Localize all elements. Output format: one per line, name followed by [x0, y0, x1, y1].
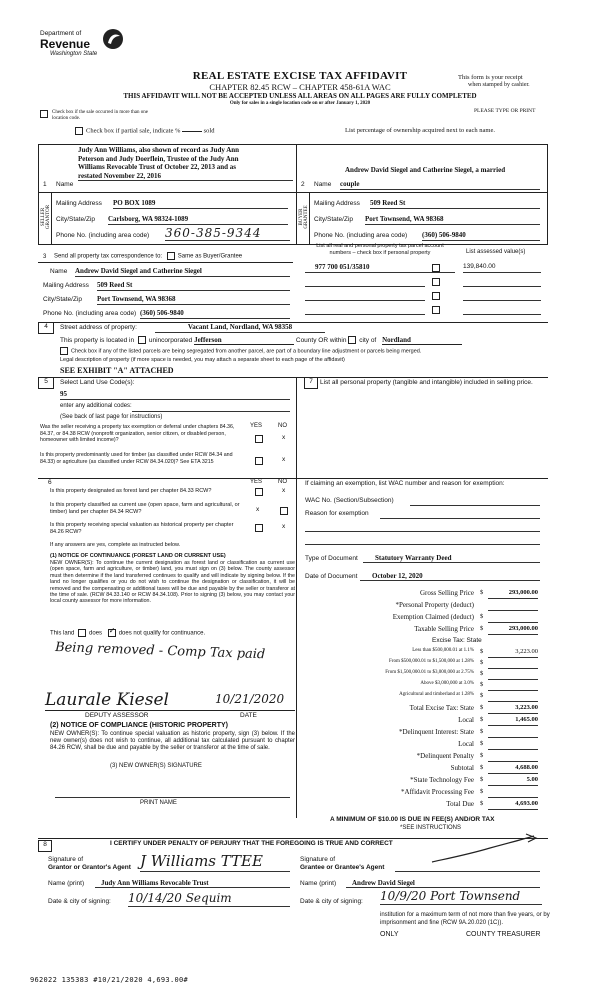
tier-5-value[interactable]: [488, 692, 538, 702]
buyer-name-line1: Andrew David Siegel and Catherine Siegel, a married: [345, 166, 506, 174]
seller-city-field[interactable]: Carlsborg, WA 98324-1089: [108, 215, 288, 225]
print-name-label: PRINT NAME: [140, 800, 177, 806]
same-as-buyer-checkbox[interactable]: [167, 252, 175, 260]
legal-desc-label: Legal description of property (if more space is needed, you may attach a separate sheet to each page of the affidavit): [60, 357, 345, 363]
affidavit-fee-row: *Affidavit Processing Fee $: [312, 788, 542, 798]
sec3-name-field[interactable]: Andrew David Siegel and Catherine Siegel: [75, 267, 290, 277]
sec6-q1-answer: x: [282, 487, 286, 494]
total-excise-local-row: Local $ 1,465.00: [458, 716, 538, 724]
unincorporated-checkbox[interactable]: [138, 336, 146, 344]
sec6-q1: Is this property designated as forest land per chapter 84.33 RCW?: [50, 488, 212, 494]
sec3-mailing-field[interactable]: 509 Reed St: [97, 281, 290, 291]
land-use-label: Select Land Use Code(s):: [60, 379, 135, 386]
county-field[interactable]: Jefferson: [194, 336, 294, 345]
doc-type-field[interactable]: Statutory Warranty Deed: [363, 554, 540, 563]
land-does-not-checkbox[interactable]: ✓: [108, 626, 116, 635]
buyer-city-label: City/State/Zip: [314, 216, 354, 223]
sec6-q3-yes[interactable]: [255, 524, 263, 532]
parcel-number-field[interactable]: 977 700 051/35810: [305, 263, 455, 273]
total-due-row: Total Due $ 4,693.00: [446, 800, 538, 808]
wac-no-label: WAC No. (Section/Subsection): [305, 497, 394, 504]
check-partial-sale[interactable]: Check box if partial sale, indicate % sold: [75, 127, 215, 135]
sec6-num: 6: [48, 479, 52, 486]
seller-phone-field[interactable]: 360-385-9344: [165, 226, 290, 241]
taxable-selling-row: Taxable Selling Price $ 293,000.00: [414, 625, 538, 633]
sec5-q1-yes[interactable]: [255, 435, 263, 443]
seller-side-label: SELLER GRANTOR: [41, 204, 51, 230]
minimum-tax-note: A MINIMUM OF $10.00 IS DUE IN FEE(S) AND/OR TAX: [330, 816, 495, 823]
sec3-mailing-label: Mailing Address: [43, 282, 89, 289]
sec7-num: 7: [304, 377, 318, 389]
tier-row-2: From $500,000.01 to $1,500,000 at 1.28% $: [312, 659, 542, 669]
sec3-phone-field[interactable]: (360) 506-9840: [140, 309, 290, 319]
print-note: PLEASE TYPE OR PRINT: [474, 108, 536, 114]
tier-row-3: From $1,500,000.01 to $3,000,000 at 2.75% $: [312, 670, 542, 680]
assessed-value-field-4[interactable]: [463, 305, 541, 315]
deputy-assessor-label: DEPUTY ASSESSOR: [85, 712, 149, 719]
street-label: Street address of property:: [60, 324, 137, 331]
exemption-claimed-deduct[interactable]: [488, 613, 538, 623]
tier-3-value[interactable]: [488, 670, 538, 680]
buyer-side-label: BUYER GRANTEE: [299, 205, 309, 229]
reason-field-2[interactable]: [305, 522, 540, 532]
grantor-date-label: Date & city of signing:: [48, 898, 111, 905]
doc-date-field[interactable]: October 12, 2020: [360, 572, 540, 581]
grantor-signature[interactable]: J Williams TTEE: [140, 852, 290, 872]
form-subnote: Only for sales in a single location code on or after January 1, 2020: [229, 101, 371, 106]
check-multi-location[interactable]: Check box if the sale occurred in more than one location code.: [40, 110, 160, 122]
personal-property-row: *Personal Property (deduct): [312, 601, 542, 611]
new-owner-signature-field[interactable]: [55, 788, 290, 798]
additional-codes-field[interactable]: [132, 402, 290, 412]
reason-label: Reason for exemption: [305, 510, 369, 517]
sec3-header: 3 Send all property tax correspondence to: Same as Buyer/Grantee: [43, 253, 243, 260]
buyer-name-line2[interactable]: couple: [340, 180, 540, 190]
wac-no-field[interactable]: [410, 496, 540, 506]
see-instructions: *SEE INSTRUCTIONS: [400, 825, 462, 831]
see-back-label: (See back of last page for instructions): [60, 414, 163, 420]
seller-phone-label: Phone No. (including area code): [56, 232, 150, 239]
compliance-text: NEW OWNER(S): To continue special valuation as historic property, sign (3) below. If the new owner(s) does not wish to continue, all additional tax calculated pursuant to chapter 84.26 RCW, shall be due and payable by the seller or transferor at the time of sale.: [50, 731, 295, 751]
personal-property-deduct[interactable]: [488, 601, 538, 611]
doc-type-label: Type of Document: [305, 555, 358, 562]
sec3-city-label: City/State/Zip: [43, 296, 83, 303]
reason-field-1[interactable]: [380, 509, 540, 519]
new-owner-signature-label: (3) NEW OWNER(S) SIGNATURE: [110, 763, 202, 769]
gross-selling-price[interactable]: 293,000.00: [488, 589, 538, 599]
tier-4-value[interactable]: [488, 681, 538, 691]
seller-name-label: Name: [56, 181, 74, 188]
form-warning: THIS AFFIDAVIT WILL NOT BE ACCEPTED UNLESS ALL AREAS ON ALL PAGES ARE FULLY COMPLETED: [123, 92, 477, 100]
grantor-name-label: Name (print): [48, 880, 85, 887]
continuance-title: (1) NOTICE OF CONTINUANCE (FOREST LAND OR CURRENT USE): [50, 553, 226, 559]
multi-location-checkbox[interactable]: [40, 110, 48, 118]
affidavit-processing-fee[interactable]: [488, 788, 538, 798]
delinquent-penalty[interactable]: [488, 752, 538, 762]
sec3-city-field[interactable]: Port Townsend, WA 98368: [97, 295, 290, 305]
sec6-q3: Is this property receiving special valuation as historical property per chapter 84.26 RCW?: [50, 522, 234, 535]
sec3-phone-label: Phone No. (including area code): [43, 310, 137, 317]
assessed-header: List assessed value(s): [466, 249, 526, 255]
sec6-q2: Is this property classified as current use (open space, farm and agricultural, or timber) land per chapter 84.34 RCW?: [50, 502, 240, 515]
parcel-number-field-2[interactable]: [305, 277, 425, 287]
sec3-name-label: Name: [50, 268, 68, 275]
grantee-sig-label: Signature of Grantee or Grantee's Agent: [300, 856, 385, 871]
buyer-mailing-field[interactable]: 509 Reed St: [370, 199, 540, 209]
subtotal[interactable]: 4,688.00: [488, 764, 538, 774]
sec6-yes: YES: [250, 479, 263, 485]
assessor-date-label: DATE: [240, 712, 257, 719]
dept-of: Department of: [40, 30, 82, 37]
total-excise-state[interactable]: 3,223.00: [488, 704, 538, 714]
total-excise-state-row: Total Excise Tax: State $ 3,223.00: [409, 704, 538, 712]
sec5-q2: Is this property predominantly used for timber (as classified under RCW 84.34 and 84.33) or agriculture (as classified under RCW 84.34.020)? See ETA 3215: [40, 452, 233, 465]
gross-selling-row: Gross Selling Price $ 293,000.00: [419, 589, 538, 597]
exemption-claimed-row: Exemption Claimed (deduct) $: [312, 613, 542, 623]
sec5-q2-yes[interactable]: [255, 457, 263, 465]
parcel-header: List all real and personal property tax parcel account numbers – check box if personal property: [316, 243, 444, 256]
land-qualify-line: This land does ✓ does not qualify for continuance.: [50, 626, 206, 637]
assessor-sign-date: 10/21/2020: [215, 692, 285, 706]
tier-2-value[interactable]: [488, 659, 538, 669]
city-field[interactable]: Nordland: [382, 336, 462, 345]
sec5-no: NO: [278, 423, 287, 429]
located-line: This property is located in unincorporated Jefferson County OR within city of Nordland: [60, 336, 462, 345]
grantee-name-field[interactable]: Andrew David Siegel: [346, 879, 540, 888]
tier-1-value[interactable]: 3,223.00: [488, 648, 538, 658]
delinquent-interest-local-row: Local $: [312, 740, 542, 750]
sec5-yes: YES: [250, 423, 263, 429]
wac-label: If claiming an exemption, list WAC number and reason for exemption:: [305, 480, 505, 487]
only-label: ONLY: [380, 931, 399, 938]
personal-property-checkbox-1[interactable]: [432, 264, 440, 272]
receipt-note-2: when stamped by cashier.: [468, 82, 530, 88]
sec5-q1: Was the seller receiving a property tax exemption or deferral under chapters 84.36, 84.37, or 84.38 RCW (nonprofit organization, senior citizen, or disabled person, homeowner with limited income)?: [40, 424, 235, 443]
delinquent-interest-state[interactable]: [488, 728, 538, 738]
parcel-number-field-4[interactable]: [305, 305, 425, 315]
excise-tax-state-header: Excise Tax: State: [432, 637, 482, 644]
subtotal-row: Subtotal $ 4,688.00: [450, 764, 538, 772]
personal-property-checkbox-2[interactable]: [432, 278, 440, 286]
grantee-signature-scribble: [430, 832, 540, 868]
assessed-value-field-3[interactable]: [463, 291, 541, 301]
buyer-num: 2: [301, 181, 305, 188]
sec6-q2-no[interactable]: [280, 507, 288, 515]
sec5-q1-answer: x: [282, 434, 286, 441]
grantee-date-field[interactable]: 10/9/20 Port Townsend: [380, 889, 542, 905]
delinquent-penalty-row: *Delinquent Penalty $: [312, 752, 542, 762]
buyer-city-field[interactable]: Port Townsend, WA 98368: [365, 215, 540, 225]
delinquent-interest-local[interactable]: [488, 740, 538, 750]
county-treasurer-label: COUNTY TREASURER: [466, 931, 541, 938]
buyer-mailing-label: Mailing Address: [314, 200, 360, 207]
partial-sale-checkbox[interactable]: [75, 127, 83, 135]
delinquent-interest-state-row: *Delinquent Interest: State $: [312, 728, 542, 738]
exhibit-text: SEE EXHIBIT "A" ATTACHED: [60, 366, 174, 375]
tier-row-1: Less than $500,000.01 at 1.1% $ 3,223.00: [312, 648, 542, 658]
sec6-q1-yes[interactable]: [255, 488, 263, 496]
compliance-title: (2) NOTICE OF COMPLIANCE (HISTORIC PROPERTY): [50, 722, 228, 729]
total-due[interactable]: 4,693.00: [488, 800, 538, 810]
penalty-text: institution for a maximum term of not more than five years, or by imprisonment and fine (RCW 9A.20.020 (1C)).: [380, 912, 550, 926]
assessor-signature: Laurale Kiesel: [45, 690, 169, 710]
assessed-value-field[interactable]: 139,840.00: [463, 263, 541, 273]
seller-mailing-field[interactable]: PO BOX 1089: [113, 199, 288, 209]
grantee-name-label: Name (print): [300, 880, 337, 887]
reason-field-3[interactable]: [305, 535, 540, 545]
form-chapter: CHAPTER 82.45 RCW – CHAPTER 458-61A WAC: [209, 82, 391, 92]
state-technology-fee[interactable]: 5.00: [488, 776, 538, 786]
land-does-checkbox[interactable]: [78, 629, 86, 637]
city-of-checkbox[interactable]: [348, 336, 356, 344]
state-tech-fee-row: *State Technology Fee $ 5.00: [410, 776, 538, 784]
ownership-note: List percentage of ownership acquired next to each name.: [345, 127, 495, 134]
segregated-checkbox[interactable]: [60, 347, 68, 355]
sec6-q3-answer: x: [282, 523, 286, 530]
parcel-number-field-3[interactable]: [305, 291, 425, 301]
grantee-date-label: Date & city of signing:: [300, 898, 363, 905]
seller-num: 1: [43, 181, 47, 188]
cashier-stamp: 962022 135383 #10/21/2020 4,693.00#: [30, 976, 189, 984]
continuance-text: NEW OWNER(S): To continue the current designation as forest land or classification as current use (open space, farm and agriculture, or timber) land, you must sign on (3) below. The county assessor must then determine if the land transferred continues to qualify and will indicate by signing below. If the land no longer qualifies or you do not wish to continue the designation or classification, it will be removed and the compensating or additional taxes will be due and payable by the seller or transferor at the time of sale. (RCW 84.33.140 or RCW 84.34.108). Prior to signing (3) below, you may contact your local county assessor for more information.: [50, 560, 295, 605]
personal-property-checkbox-3[interactable]: [432, 292, 440, 300]
taxable-selling-price[interactable]: 293,000.00: [488, 625, 538, 635]
segregated-line: Check box if any of the listed parcels are being segregated from another parcel, are part of a boundary line adjustment or parcels being merged.: [60, 347, 421, 355]
buyer-name-label: Name: [314, 181, 332, 188]
sec5-q2-answer: x: [282, 456, 286, 463]
doc-date-label: Date of Document: [305, 573, 358, 580]
seller-name: Judy Ann Williams, also shown of record as Judy Ann Peterson and Judy Doerflein, Trustee of the Judy Ann Williams Revocable Trust of October 22, 2013 and as restated November 22, 2016: [78, 146, 293, 181]
grantor-name-field[interactable]: Judy Ann Williams Revocable Trust: [95, 879, 290, 888]
certify-statement: I CERTIFY UNDER PENALTY OF PERJURY THAT THE FOREGOING IS TRUE AND CORRECT: [110, 840, 393, 847]
street-address-field[interactable]: Vacant Land, Nordland, WA 98358: [155, 323, 325, 333]
buyer-phone-field[interactable]: (360) 506-9840: [422, 231, 540, 241]
dept-revenue: Revenue: [40, 37, 91, 51]
tier-row-4: Above $3,000,000 at 3.0% $: [312, 681, 542, 691]
sec8-num: 8: [38, 840, 52, 852]
buyer-phone-label: Phone No. (including area code): [314, 232, 408, 239]
sec6-no: NO: [278, 479, 287, 485]
grantor-sig-label: Signature of Grantor or Grantor's Agent: [48, 856, 131, 871]
sec7-label: List all personal property (tangible and intangible) included in selling price.: [320, 379, 533, 386]
form-title: REAL ESTATE EXCISE TAX AFFIDAVIT: [192, 70, 408, 82]
grantor-date-field[interactable]: 10/14/20 Sequim: [128, 891, 290, 907]
seller-city-label: City/State/Zip: [56, 216, 96, 223]
land-use-field[interactable]: 95: [60, 390, 290, 400]
revenue-logo-icon: [100, 28, 126, 50]
tier-row-5: Agricultural and timberland at 1.28% $: [312, 692, 542, 702]
receipt-note-1: This form is your receipt: [458, 74, 523, 81]
sec6-if-yes: If any answers are yes, complete as instructed below.: [50, 542, 181, 548]
dor-logo: [40, 28, 130, 68]
additional-codes-label: enter any additional codes:: [60, 403, 132, 409]
personal-property-checkbox-4[interactable]: [432, 306, 440, 314]
seller-mailing-label: Mailing Address: [56, 200, 102, 207]
sec4-num: 4: [38, 322, 54, 334]
sec6-q2-answer: x: [256, 506, 260, 513]
assessor-handwritten-note: Being removed - Comp Tax paid: [54, 639, 266, 663]
dept-state: Washington State: [50, 51, 98, 57]
assessed-value-field-2[interactable]: [463, 277, 541, 287]
total-excise-local[interactable]: 1,465.00: [488, 716, 538, 726]
sec5-num: 5: [38, 377, 54, 389]
